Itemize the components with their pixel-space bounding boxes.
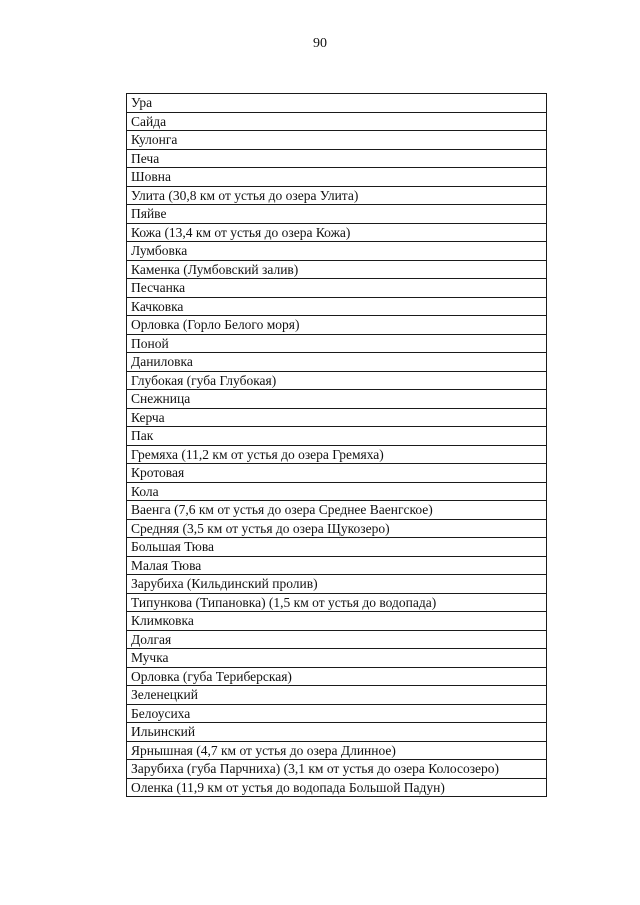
table-row [127,445,547,464]
table-row [127,371,547,390]
table-row [127,686,547,705]
river-name-cell: Большая Тюва [127,538,547,557]
table-row [127,464,547,483]
river-name-cell: Лумбовка [127,242,547,261]
table-row [127,501,547,520]
river-name-cell: Орловка (губа Териберская) [127,667,547,686]
river-name-cell: Зарубиха (губа Парчниха) (3,1 км от устья до озера Колосозеро) [127,760,547,779]
river-name-cell: Зарубиха (Кильдинский пролив) [127,575,547,594]
river-name-cell: Ярнышная (4,7 км от устья до озера Длинное) [127,741,547,760]
river-name-cell: Ура [127,94,547,113]
table-row [127,760,547,779]
table-row [127,279,547,298]
table-row [127,704,547,723]
table-row [127,168,547,187]
river-name-cell: Типункова (Типановка) (1,5 км от устья до водопада) [127,593,547,612]
table-row [127,575,547,594]
river-name-cell: Гремяха (11,2 км от устья до озера Гремяха) [127,445,547,464]
river-name-cell: Песчанка [127,279,547,298]
table-row [127,94,547,113]
river-name-cell: Каменка (Лумбовский залив) [127,260,547,279]
table-row [127,723,547,742]
river-name-cell: Долгая [127,630,547,649]
table-row [127,390,547,409]
table-row [127,612,547,631]
table-row [127,427,547,446]
table-row [127,482,547,501]
river-name-cell: Кола [127,482,547,501]
river-name-cell: Средняя (3,5 км от устья до озера Щукозеро) [127,519,547,538]
table-row [127,149,547,168]
river-name-cell: Орловка (Горло Белого моря) [127,316,547,335]
table-row [127,205,547,224]
table-row [127,538,547,557]
river-name-cell: Ильинский [127,723,547,742]
river-name-cell: Улита (30,8 км от устья до озера Улита) [127,186,547,205]
river-name-cell: Пак [127,427,547,446]
table-row [127,593,547,612]
table-row [127,353,547,372]
river-name-cell: Качковка [127,297,547,316]
river-name-cell: Зеленецкий [127,686,547,705]
table-row [127,556,547,575]
table-row [127,667,547,686]
river-name-cell: Кротовая [127,464,547,483]
river-name-cell: Пяйве [127,205,547,224]
river-name-cell: Малая Тюва [127,556,547,575]
river-name-cell: Глубокая (губа Глубокая) [127,371,547,390]
river-name-cell: Ваенга (7,6 км от устья до озера Среднее Ваенгское) [127,501,547,520]
river-name-cell: Белоусиха [127,704,547,723]
river-name-cell: Даниловка [127,353,547,372]
river-name-cell: Сайда [127,112,547,131]
table-row [127,630,547,649]
river-name-cell: Оленка (11,9 км от устья до водопада Большой Падун) [127,778,547,797]
table-row [127,131,547,150]
river-name-cell: Мучка [127,649,547,668]
table-row [127,112,547,131]
river-name-cell: Поной [127,334,547,353]
table-row [127,778,547,797]
river-name-cell: Снежница [127,390,547,409]
table-row [127,408,547,427]
page-number: 90 [313,36,327,51]
table-row [127,186,547,205]
river-table [126,93,547,797]
river-name-cell: Керча [127,408,547,427]
river-name-cell: Печа [127,149,547,168]
river-name-cell: Шовна [127,168,547,187]
table-row [127,334,547,353]
river-name-cell: Кулонга [127,131,547,150]
river-table-body [127,94,547,797]
table-row [127,316,547,335]
river-name-cell: Климковка [127,612,547,631]
table-row [127,519,547,538]
table-row [127,297,547,316]
table-row [127,223,547,242]
table-row [127,649,547,668]
river-name-cell: Кожа (13,4 км от устья до озера Кожа) [127,223,547,242]
table-row [127,242,547,261]
table-row [127,260,547,279]
table-row [127,741,547,760]
